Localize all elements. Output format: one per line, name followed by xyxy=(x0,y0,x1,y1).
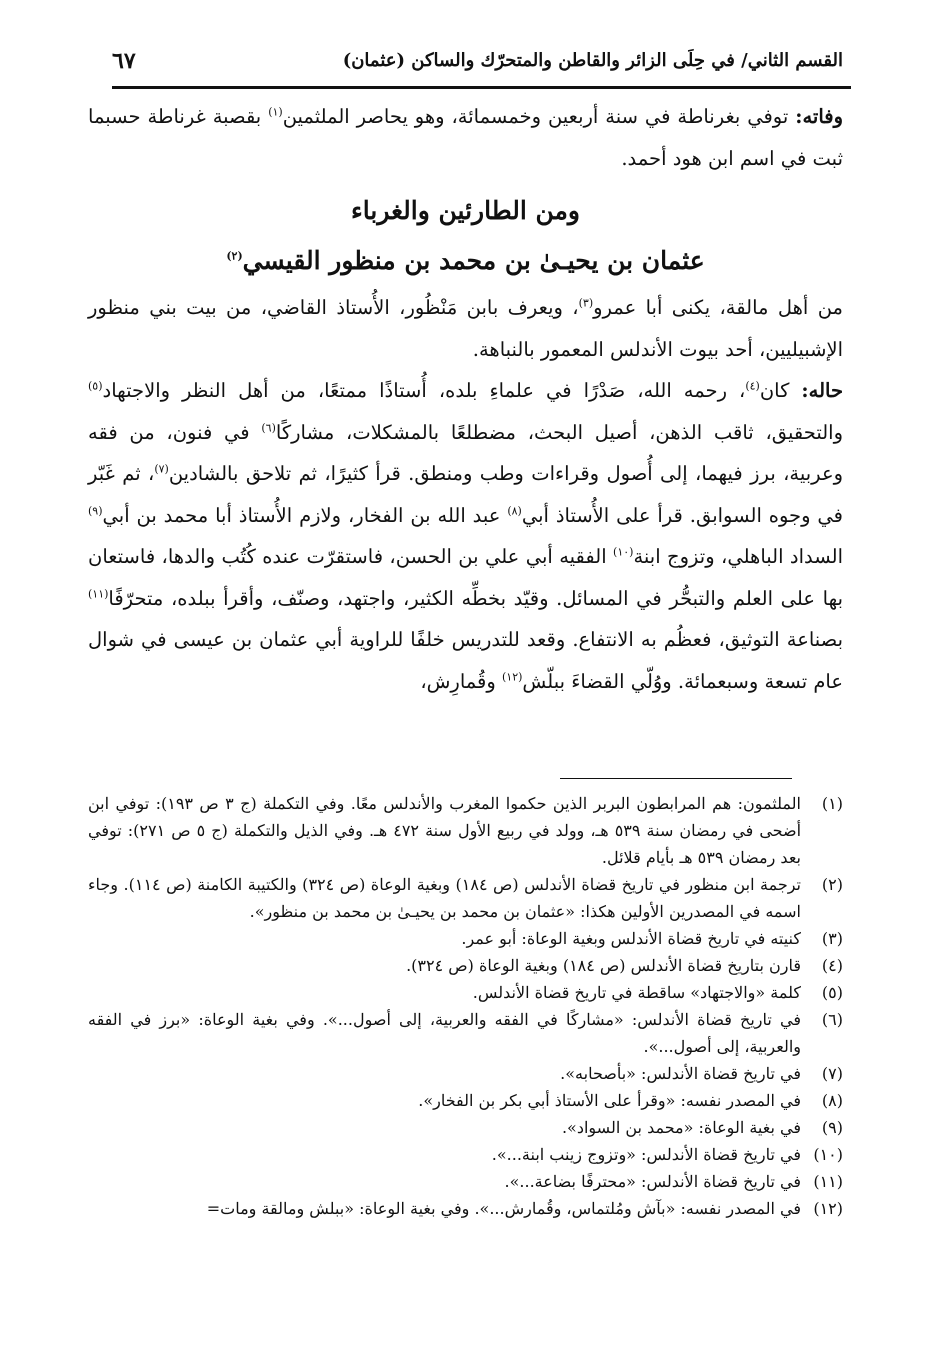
status-text-5: ، ثم غَبّر في وجوه السوابق. قرأ على الأُستاذ أبي xyxy=(88,462,843,527)
death-label: وفاته: xyxy=(795,105,844,128)
footnote xyxy=(88,1141,843,1168)
footnote-text: في تاريخ قضاة الأندلس: «بأصحابه». xyxy=(560,1064,801,1083)
footnote-number: (٤) xyxy=(821,956,843,975)
status-text-9: بصناعة التوثيق، فعظُم به الانتفاع. وقعد للتدريس خلفًا للراوية أبي عثمان بن عيسى في شوال عام تسعة وسبعمائة. ووُلّي القضاءَ ببلّش xyxy=(88,628,843,693)
footnote xyxy=(88,790,843,871)
header-rule xyxy=(112,86,851,89)
footnote-number: (١) xyxy=(821,794,843,813)
footnote-ref-4[interactable]: (٤) xyxy=(745,379,760,393)
footnote-number: (١١) xyxy=(813,1172,843,1191)
person-heading xyxy=(88,241,843,281)
main-text xyxy=(88,96,843,702)
footnote-ref-1[interactable]: (١) xyxy=(268,105,283,119)
footnotes xyxy=(88,790,843,1222)
footnote-ref-11[interactable]: (١١) xyxy=(88,587,109,600)
status-text-1: كان xyxy=(759,379,790,402)
footnote xyxy=(88,1060,843,1087)
footnote-ref-8[interactable]: (٨) xyxy=(507,504,522,517)
intro-paragraph xyxy=(88,287,843,370)
footnote-ref-7[interactable]: (٧) xyxy=(154,462,169,476)
status-label: حاله: xyxy=(801,379,844,402)
footnote xyxy=(88,952,843,979)
status-text-3: والتحقيق، ثاقب الذهن، أصيل البحث، مضطلعًا بالمشكلات، مشاركًا xyxy=(275,420,843,444)
footnote-text: كنيته في تاريخ قضاة الأندلس وبغية الوعاة: أبو عمر. xyxy=(461,929,801,948)
footnote-number: (١٠) xyxy=(813,1145,843,1164)
footnote-ref-6[interactable]: (٦) xyxy=(261,421,276,434)
footnote-text: في تاريخ قضاة الأندلس: «محترفًا بضاعة...». xyxy=(504,1172,801,1191)
intro-text-2: ، ويعرف بابن مَنْظُور، الأُستاذ القاضي، من بيت بني منظور الإشبيليين، أحد بيوت الأندلس المعمور بالنباهة. xyxy=(88,296,843,361)
running-title: القسم الثاني/ في حِلَى الزائر والقاطن والمتحرّك والساكن (عثمان) xyxy=(342,50,843,71)
footnote-ref-9[interactable]: (٩) xyxy=(88,504,103,517)
status-text-2: ، رحمه الله، صَدْرًا في علماءِ بلده، أُستاذًا ممتعًا، من أهل النظر والاجتهاد xyxy=(102,379,746,402)
footnote xyxy=(88,979,843,1006)
footnote-number: (٢) xyxy=(821,875,843,894)
footnote-text: ترجمة ابن منظور في تاريخ قضاة الأندلس (ص ١٨٤) وبغية الوعاة (ص ٣٢٤) والكتيبة الكامنة (ص ١١٤). وجاء اسمه في المصدرين الأولين هكذا: «عثمان بن محمد بن يحيـىٰ بن محمد بن منظور». xyxy=(88,875,802,921)
footnote xyxy=(88,1168,843,1195)
footnote-number: (٩) xyxy=(821,1118,843,1137)
footnote xyxy=(88,1195,843,1222)
footnote-text: كلمة «والاجتهاد» ساقطة في تاريخ قضاة الأندلس. xyxy=(472,983,801,1002)
status-text-6: عبد الله بن الفخار، ولازم الأُستاذ أبا محمد بن أبي xyxy=(102,503,508,527)
page-number: ٦٧ xyxy=(112,48,136,74)
footnote-rule xyxy=(560,778,792,779)
status-text-7: السداد الباهلي، وتزوج ابنة xyxy=(633,545,843,568)
footnote xyxy=(88,1006,843,1060)
intro-text-1: من أهل مالقة، يكنى أبا عمرو xyxy=(593,296,843,319)
footnote xyxy=(88,925,843,952)
footnote-ref-5[interactable]: (٥) xyxy=(88,379,103,393)
status-paragraph xyxy=(88,370,843,702)
footnote-number: (١٢) xyxy=(813,1199,843,1218)
footnote-number: (٣) xyxy=(821,929,843,948)
footnote-text: قارن بتاريخ قضاة الأندلس (ص ١٨٤) وبغية الوعاة (ص ٣٢٤). xyxy=(406,956,801,975)
person-name: عثمان بن يحيـىٰ بن محمد بن منظور القيسي xyxy=(242,246,705,275)
footnote-ref-3[interactable]: (٣) xyxy=(578,296,594,310)
status-text-8: الفقيه أبي علي بن الحسن، فاستقرّت عنده كُتُب والدها، فاستعان بها على العلم والتبحُّر في المسائل. وقيّد بخطِّه الكثير، واجتهد، وصنّف، وأقرأ ببلده، متحرّفًا xyxy=(88,545,843,610)
footnote-number: (٨) xyxy=(821,1091,843,1110)
footnote-ref-2[interactable]: (٢) xyxy=(226,249,243,263)
footnote-number: (٥) xyxy=(821,983,843,1002)
status-text-4: في فنون، من فقه وعربية، برز فيهما، إلى أُصول وقراءات وطب ومنطق. قرأ كثيرًا، ثم تلاحق بالشادين xyxy=(88,420,843,485)
footnote-ref-12[interactable]: (١٢) xyxy=(502,670,523,683)
footnote-text: في تاريخ قضاة الأندلس: «مشاركًا في الفقه والعربية، إلى أصول...». وفي بغية الوعاة: «برز في الفقه والعربية، إلى أصول...». xyxy=(88,1010,801,1056)
death-text-2: بقصبة غرناطة حسبما ثبت في اسم ابن هود أحمد. xyxy=(88,105,843,170)
footnote-ref-10[interactable]: (١٠) xyxy=(613,545,634,559)
footnote-text: في بغية الوعاة: «محمد بن السواد». xyxy=(561,1118,801,1137)
death-paragraph xyxy=(88,96,843,179)
footnote-text: في المصدر نفسه: «بآش ومُلتماس، وقُمارش...». وفي بغية الوعاة: «ببلش ومالقة ومات= xyxy=(206,1199,801,1218)
footnote xyxy=(88,871,843,925)
footnote-text: في تاريخ قضاة الأندلس: «وتزوج زينب ابنة...». xyxy=(491,1145,801,1164)
footnote xyxy=(88,1087,843,1114)
status-text-10: وقُمارِش، xyxy=(420,669,502,693)
footnote-number: (٦) xyxy=(821,1010,843,1029)
death-text: توفي بغرناطة في سنة أربعين وخمسمائة، وهو يحاصر الملثمين xyxy=(282,105,789,128)
footnote-text: الملثمون: هم المرابطون البربر الذين حكموا المغرب والأندلس معًا. وفي التكملة (ج ٣ ص ١٩٣): توفي ابن أضحى في رمضان سنة ٥٣٩ هـ، وولد في ربيع الأول سنة ٤٧٢ هـ. وفي الذيل والتكملة (ج ٥ ص ٢٧١): توفي بعد رمضان ٥٣٩ هـ بأيام قلائل. xyxy=(88,794,802,867)
running-header xyxy=(112,42,843,82)
footnote-number: (٧) xyxy=(821,1064,843,1083)
footnote-text: في المصدر نفسه: «وقرأ على الأستاذ أبي بكر بن الفخار». xyxy=(418,1091,801,1110)
section-heading: ومن الطارئين والغرباء xyxy=(350,196,581,225)
footnote xyxy=(88,1114,843,1141)
